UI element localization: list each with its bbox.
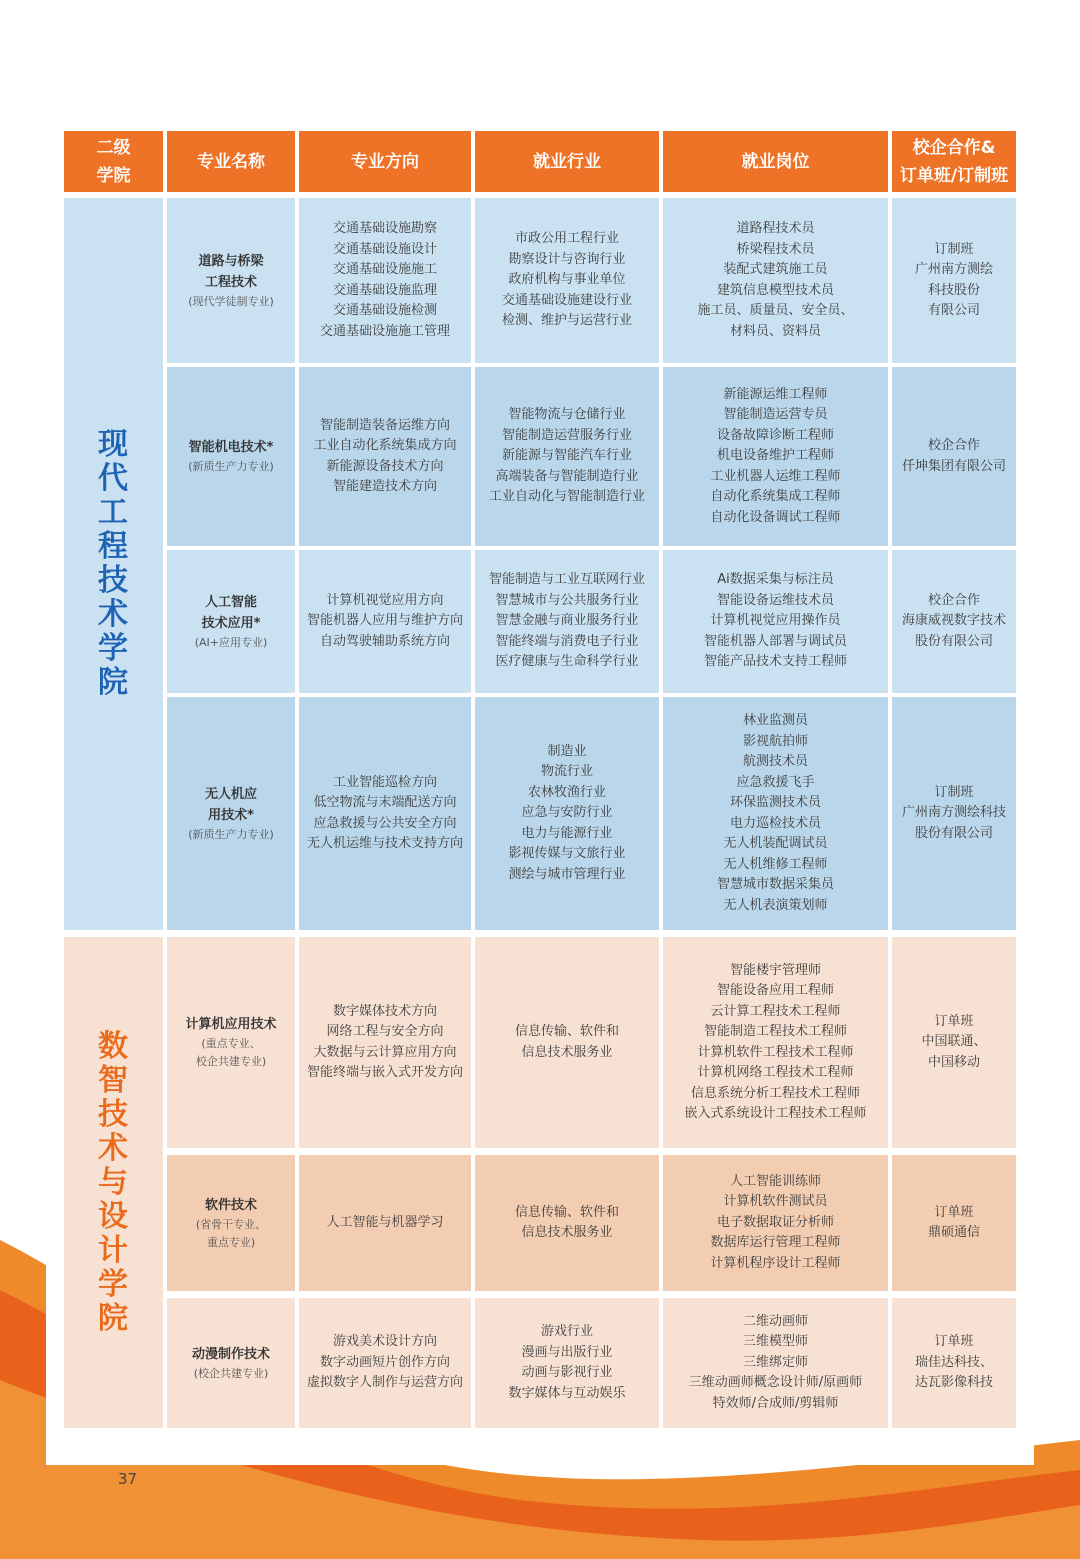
position-item: 特效师/合成师/剪辑师 [712, 1395, 839, 1411]
direction-cell [299, 697, 471, 930]
position-item: 二维动画师 [742, 1313, 808, 1329]
position-item: 信息系统分析工程技术工程师 [690, 1085, 860, 1101]
coop-item: 有限公司 [927, 303, 980, 318]
direction-item: 数字动画短片创作方向 [319, 1354, 450, 1370]
coop-cell [892, 367, 1016, 546]
industry-item: 电力与能源行业 [521, 825, 613, 841]
direction-cell [299, 1298, 471, 1428]
coop-cell [892, 550, 1016, 693]
major-name: 智能机电技术* [188, 440, 274, 455]
position-item: 环保监测技术员 [729, 795, 821, 810]
position-item: 计算机程序设计工程师 [710, 1255, 841, 1271]
college-name-char: 术 [98, 1130, 129, 1166]
position-cell [663, 198, 888, 363]
coop-item: 订单班 [934, 1334, 974, 1350]
college-name-char: 技 [98, 1096, 129, 1132]
industry-item: 交通基础设施建设行业 [501, 292, 632, 308]
coop-item: 鼎硕通信 [927, 1225, 980, 1240]
industry-item: 测绘与城市管理行业 [508, 866, 626, 882]
major-note: (AI+应用专业) [194, 635, 268, 649]
position-item: 电子数据取证分析师 [716, 1214, 834, 1230]
coop-item: 股份有限公司 [914, 825, 993, 841]
header-direction [299, 131, 471, 192]
industry-item: 动画与影视行业 [521, 1365, 613, 1380]
coop-item: 达瓦影像科技 [914, 1375, 993, 1391]
college-name-char: 技 [98, 563, 129, 598]
industry-item: 勘察设计与咨询行业 [508, 251, 626, 267]
position-cell [663, 1155, 888, 1291]
coop-item: 校企合作 [927, 592, 980, 608]
direction-item: 智能机器人应用与维护方向 [306, 613, 463, 629]
position-item: 计算机视觉应用操作员 [710, 613, 841, 629]
major-cell [167, 550, 295, 693]
college-name-char: 计 [98, 1232, 129, 1268]
header-major [167, 131, 295, 192]
position-item: 工业机器人运维工程师 [710, 468, 841, 484]
direction-item: 网络工程与安全方向 [326, 1024, 444, 1039]
coop-cell [892, 1155, 1016, 1291]
industry-cell [475, 550, 659, 693]
position-item: 计算机软件测试员 [723, 1194, 828, 1210]
industry-cell [475, 1155, 659, 1291]
coop-item: 广州南方测绘 [914, 262, 993, 277]
position-item: 无人机装配调试员 [723, 836, 828, 851]
position-item: 云计算工程技术工程师 [710, 1003, 841, 1019]
coop-cell [892, 937, 1016, 1148]
position-cell [663, 550, 888, 693]
coop-item: 股份有限公司 [914, 633, 993, 649]
industry-item: 智能物流与仓储行业 [508, 407, 626, 423]
industry-item: 影视传媒与文旅行业 [508, 846, 626, 862]
direction-item: 虚拟数字人制作与运营方向 [306, 1375, 463, 1391]
position-cell [663, 367, 888, 546]
direction-item: 交通基础设施施工管理 [319, 323, 450, 339]
position-item: 计算机网络工程技术工程师 [697, 1065, 854, 1080]
college-name-char: 工 [98, 495, 129, 530]
position-item: 航测技术员 [742, 754, 808, 769]
college-name-char: 数 [98, 1028, 129, 1064]
industry-item: 漫画与出版行业 [521, 1344, 613, 1360]
position-item: 智慧城市数据采集员 [716, 877, 834, 892]
major-name: 用技术* [208, 807, 254, 823]
major-note: (新质生产力专业) [188, 460, 274, 473]
header-coop-text: 订单班/订制班 [899, 165, 1009, 186]
major-name: 技术应用* [201, 615, 261, 631]
major-name: 动漫制作技术 [191, 1346, 270, 1362]
direction-item: 计算机视觉应用方向 [326, 592, 444, 608]
position-item: 自动化系统集成工程师 [710, 489, 841, 505]
college-name [64, 198, 163, 930]
major-name: 无人机应 [204, 786, 257, 802]
position-item: 应急救援飞手 [736, 774, 815, 790]
coop-item: 订单班 [934, 1013, 974, 1029]
direction-item: 人工智能与机器学习 [326, 1214, 444, 1230]
position-item: 计算机软件工程技术工程师 [697, 1044, 854, 1060]
college-name-char: 术 [98, 597, 129, 632]
industry-item: 信息传输、软件和 [514, 1204, 619, 1220]
position-item: 装配式建筑施工员 [723, 262, 828, 277]
college-name-char: 院 [98, 665, 129, 700]
industry-cell [475, 367, 659, 546]
direction-item: 无人机运维与技术支持方向 [306, 836, 463, 851]
coop-item: 海康威视数字技术 [901, 613, 1006, 629]
direction-item: 低空物流与末端配送方向 [313, 795, 457, 810]
position-item: 林业监测员 [742, 713, 808, 728]
coop-cell [892, 697, 1016, 930]
direction-cell [299, 1155, 471, 1291]
major-cell [167, 937, 295, 1148]
header-position [663, 131, 888, 192]
coop-item: 广州南方测绘科技 [901, 805, 1006, 821]
direction-item: 工业智能巡检方向 [332, 774, 437, 790]
direction-item: 交通基础设施检测 [332, 303, 437, 318]
position-item: 智能机器人部署与调试员 [703, 633, 847, 649]
position-cell [663, 697, 888, 930]
industry-item: 市政公用工程行业 [514, 231, 619, 247]
industry-item: 政府机构与事业单位 [508, 272, 626, 288]
coop-item: 仟坤集团有限公司 [901, 458, 1006, 474]
position-item: 无人机维修工程师 [723, 856, 828, 872]
position-item: 三维动画师概念设计师/原画师 [688, 1375, 863, 1391]
header-direction-text: 专业方向 [351, 151, 419, 172]
industry-item: 制造业 [547, 743, 587, 759]
major-name: 工程技术 [204, 274, 257, 290]
major-note: (省骨干专业、 [195, 1217, 267, 1231]
direction-cell [299, 198, 471, 363]
coop-item: 中国移动 [927, 1054, 980, 1070]
header-coop-text: 校企合作& [912, 137, 996, 158]
industry-item: 智能制造运营服务行业 [501, 427, 632, 443]
industry-item: 农林牧渔行业 [527, 784, 606, 800]
direction-cell [299, 367, 471, 546]
major-name: 道路与桥梁 [198, 253, 264, 269]
direction-item: 智能制造装备运维方向 [319, 417, 450, 433]
major-cell [167, 1298, 295, 1428]
header-industry-text: 就业行业 [533, 151, 601, 172]
college-name-char: 学 [98, 631, 129, 666]
direction-item: 交通基础设施勘察 [332, 221, 437, 236]
direction-cell [299, 550, 471, 693]
coop-item: 订制班 [934, 241, 974, 257]
position-item: 影视航拍师 [742, 733, 808, 749]
direction-item: 交通基础设施监理 [332, 282, 437, 298]
industry-item: 物流行业 [540, 764, 593, 780]
position-item: 智能楼宇管理师 [729, 962, 821, 978]
industry-item: 信息传输、软件和 [514, 1024, 619, 1039]
position-item: 智能产品技术支持工程师 [703, 654, 847, 670]
direction-item: 交通基础设施施工 [332, 262, 437, 277]
direction-item: 数字媒体技术方向 [332, 1003, 437, 1019]
direction-item: 交通基础设施设计 [332, 241, 437, 257]
college-name-char: 代 [98, 461, 129, 496]
coop-item: 订单班 [934, 1204, 974, 1220]
coop-item: 瑞佳达科技、 [914, 1354, 993, 1370]
position-item: 施工员、质量员、安全员、 [697, 303, 854, 318]
major-note: (重点专业、 [201, 1037, 261, 1050]
position-item: 道路程技术员 [736, 221, 815, 236]
direction-item: 新能源设备技术方向 [326, 458, 444, 474]
major-cell [167, 198, 295, 363]
header-college [64, 131, 163, 192]
position-item: 电力巡检技术员 [729, 815, 821, 831]
major-cell [167, 1155, 295, 1291]
position-item: Ai数据采集与标注员 [717, 572, 834, 588]
industry-item: 数字媒体与互动娱乐 [508, 1385, 626, 1401]
position-item: 设备故障诊断工程师 [716, 427, 834, 443]
industry-item: 检测、维护与运营行业 [501, 313, 632, 329]
industry-cell [475, 697, 659, 930]
header-college-text: 二级 [96, 137, 131, 158]
industry-item: 智慧金融与商业服务行业 [495, 613, 639, 629]
industry-cell [475, 1298, 659, 1428]
direction-item: 智能建造技术方向 [332, 479, 437, 494]
industry-item: 信息技术服务业 [521, 1225, 613, 1240]
direction-item: 自动驾驶辅助系统方向 [319, 633, 450, 649]
industry-item: 工业自动化与智能制造行业 [488, 489, 645, 505]
industry-item: 医疗健康与生命科学行业 [495, 654, 639, 670]
college-name-char: 智 [98, 1062, 129, 1098]
industry-item: 智能制造与工业互联网行业 [488, 572, 645, 588]
coop-cell [892, 1298, 1016, 1428]
industry-item: 信息技术服务业 [521, 1044, 613, 1060]
major-name: 人工智能 [204, 594, 257, 610]
industry-item: 高端装备与智能制造行业 [495, 468, 639, 484]
major-note: (现代学徒制专业) [188, 294, 274, 308]
position-item: 人工智能训练师 [729, 1173, 821, 1189]
industry-item: 智能终端与消费电子行业 [495, 633, 639, 649]
coop-item: 中国联通、 [921, 1034, 987, 1050]
position-item: 智能设备应用工程师 [716, 983, 834, 998]
industry-cell [475, 198, 659, 363]
header-major-text: 专业名称 [197, 151, 265, 172]
direction-cell [299, 937, 471, 1148]
coop-cell [892, 198, 1016, 363]
college-name-char: 学 [98, 1266, 129, 1302]
direction-item: 大数据与云计算应用方向 [313, 1044, 457, 1060]
position-item: 无人机表演策划师 [723, 897, 828, 913]
college-name-char: 院 [98, 1300, 129, 1336]
major-note: 重点专业) [206, 1235, 256, 1249]
major-note: 校企共建专业) [195, 1055, 267, 1068]
major-cell [167, 697, 295, 930]
position-cell [663, 937, 888, 1148]
major-note: (新质生产力专业) [188, 827, 274, 841]
industry-item: 游戏行业 [540, 1324, 593, 1339]
header-coop [892, 131, 1016, 192]
header-college-text: 学院 [96, 165, 131, 186]
college-name-char: 与 [98, 1164, 129, 1200]
coop-item: 订制班 [934, 784, 974, 800]
industry-cell [475, 937, 659, 1148]
position-item: 智能设备运维技术员 [716, 592, 834, 608]
position-item: 自动化设备调试工程师 [710, 509, 841, 525]
position-item: 三维模型师 [742, 1334, 808, 1350]
position-item: 材料员、资料员 [729, 323, 821, 339]
major-note: (校企共建专业) [193, 1366, 269, 1380]
position-item: 机电设备维护工程师 [716, 448, 834, 464]
header-industry [475, 131, 659, 192]
position-item: 建筑信息模型技术员 [716, 282, 834, 298]
industry-item: 应急与安防行业 [521, 805, 613, 821]
major-name: 软件技术 [204, 1197, 257, 1213]
industry-item: 智慧城市与公共服务行业 [495, 592, 639, 608]
page-number: 37 [118, 1470, 138, 1488]
college-name [64, 937, 163, 1428]
header-position-text: 就业岗位 [741, 151, 810, 172]
position-item: 三维绑定师 [742, 1354, 808, 1370]
position-item: 新能源运维工程师 [723, 386, 828, 402]
direction-item: 工业自动化系统集成方向 [313, 438, 457, 453]
direction-item: 应急救援与公共安全方向 [313, 815, 457, 831]
position-cell [663, 1298, 888, 1428]
direction-item: 智能终端与嵌入式开发方向 [306, 1065, 463, 1080]
major-name: 计算机应用技术 [185, 1017, 277, 1032]
coop-item: 科技股份 [927, 282, 980, 298]
direction-item: 游戏美术设计方向 [332, 1334, 437, 1350]
college-name-char: 设 [98, 1198, 129, 1234]
college-name-char: 程 [98, 529, 129, 564]
position-item: 嵌入式系统设计工程技术工程师 [684, 1106, 867, 1121]
position-item: 智能制造运营专员 [723, 407, 828, 423]
position-item: 智能制造工程技术工程师 [703, 1024, 847, 1039]
coop-item: 校企合作 [927, 438, 980, 453]
major-cell [167, 367, 295, 546]
position-item: 数据库运行管理工程师 [710, 1235, 841, 1251]
industry-item: 新能源与智能汽车行业 [501, 448, 632, 464]
college-name-char: 现 [98, 427, 129, 462]
position-item: 桥梁程技术员 [736, 241, 815, 257]
